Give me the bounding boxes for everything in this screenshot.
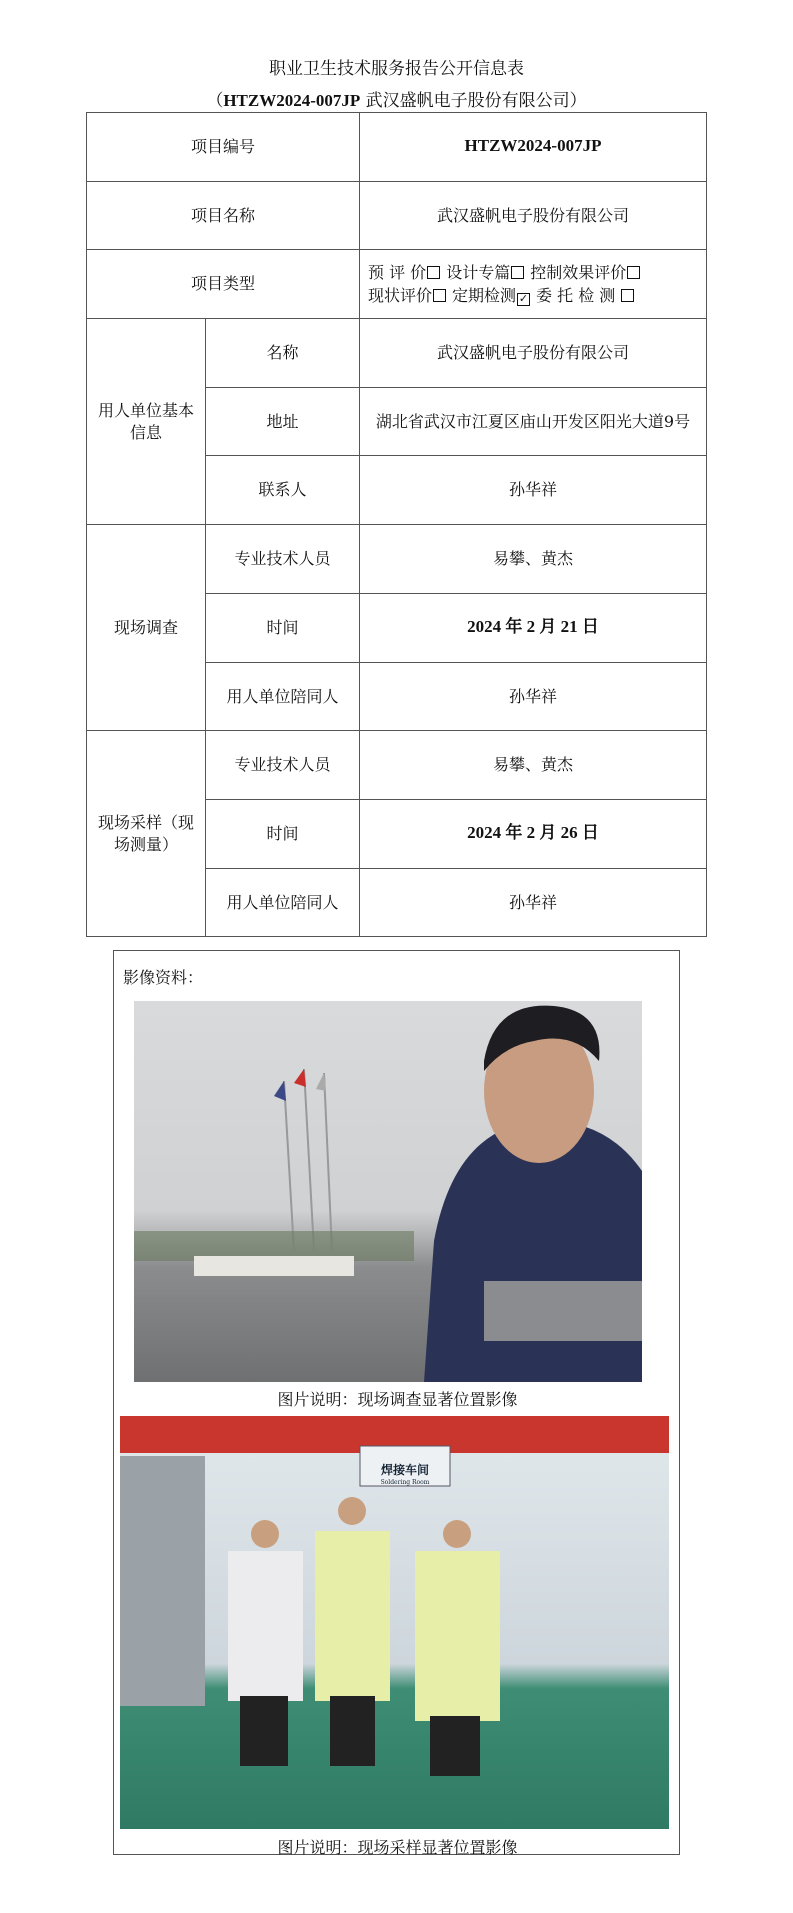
subtitle-company: 武汉盛帆电子股份有限公司 — [360, 91, 570, 111]
group-survey: 现场调查 — [87, 525, 206, 731]
survey-photo — [134, 1001, 642, 1382]
group-sampling: 现场采样（现场测量） — [87, 731, 206, 937]
row-project-no — [87, 113, 707, 182]
value-employer-name: 武汉盛帆电子股份有限公司 — [360, 319, 707, 388]
checkbox-icon[interactable] — [427, 266, 440, 279]
label-sampling-staff: 专业技术人员 — [206, 731, 360, 800]
project-type-option — [530, 263, 640, 282]
checkbox-icon[interactable] — [511, 266, 524, 279]
value-sampling-escort: 孙华祥 — [360, 868, 707, 937]
project-type-label: 定期检测 — [452, 286, 517, 306]
checkbox-icon[interactable] — [433, 289, 446, 302]
project-type-label: 现状评价 — [368, 286, 433, 306]
project-type-option — [536, 286, 634, 305]
document-title: 职业卫生技术服务报告公开信息表 — [269, 59, 524, 79]
checkbox-icon[interactable] — [621, 289, 634, 302]
value-project-name: 武汉盛帆电子股份有限公司 — [360, 181, 707, 250]
document-subtitle — [0, 86, 793, 111]
value-contact: 孙华祥 — [360, 456, 707, 525]
project-type-option — [446, 263, 524, 282]
group-employer: 用人单位基本信息 — [87, 319, 206, 525]
survey-photo-caption: 图片说明：现场调查显著位置影像 — [277, 1390, 518, 1409]
value-survey-escort: 孙华祥 — [360, 662, 707, 731]
label-project-no: 项目编号 — [87, 113, 360, 182]
value-project-no: HTZW2024-007JP — [360, 113, 707, 182]
label-employer-name: 名称 — [206, 319, 360, 388]
sampling-photo-caption: 图片说明：现场采样显著位置影像 — [277, 1838, 518, 1857]
label-survey-staff: 专业技术人员 — [206, 525, 360, 594]
survey-photo-scene — [134, 1001, 642, 1382]
info-table — [86, 112, 707, 937]
value-sampling-staff: 易攀、黄杰 — [360, 731, 707, 800]
image-section — [113, 950, 680, 1855]
label-sampling-escort: 用人单位陪同人 — [206, 868, 360, 937]
value-sampling-time: 2024 年 2 月 26 日 — [360, 799, 707, 868]
label-project-name: 项目名称 — [87, 181, 360, 250]
label-contact: 联系人 — [206, 456, 360, 525]
project-type-option — [368, 263, 440, 282]
project-type-options — [360, 250, 707, 319]
project-type-label: 控制效果评价 — [530, 263, 627, 283]
sampling-photo-scene — [120, 1416, 669, 1829]
row-project-type — [87, 250, 707, 319]
checkbox-icon[interactable] — [627, 266, 640, 279]
label-survey-time: 时间 — [206, 593, 360, 662]
project-type-label: 委 托 检 测 — [536, 286, 621, 306]
subtitle-code: HTZW2024-007JP — [223, 91, 361, 110]
label-sampling-time: 时间 — [206, 799, 360, 868]
value-address: 湖北省武汉市江夏区庙山开发区阳光大道9号 — [360, 387, 707, 456]
project-type-option — [368, 286, 446, 305]
project-type-label: 预 评 价 — [368, 263, 427, 283]
label-address: 地址 — [206, 387, 360, 456]
workshop-sign-en: Soldering Room — [380, 1479, 430, 1486]
value-survey-time: 2024 年 2 月 21 日 — [360, 593, 707, 662]
label-project-type: 项目类型 — [87, 250, 360, 319]
row-project-name — [87, 181, 707, 250]
workshop-sign: 焊接车间 — [380, 1463, 430, 1477]
paren-close: ） — [569, 91, 587, 111]
paren-open: （ — [206, 91, 224, 111]
sampling-photo — [120, 1416, 669, 1829]
image-section-label: 影像资料： — [123, 968, 204, 987]
project-type-label: 设计专篇 — [446, 263, 511, 283]
checked-checkbox-icon[interactable]: ✓ — [518, 292, 529, 306]
project-type-option — [452, 286, 530, 305]
value-survey-staff: 易攀、黄杰 — [360, 525, 707, 594]
label-survey-escort: 用人单位陪同人 — [206, 662, 360, 731]
